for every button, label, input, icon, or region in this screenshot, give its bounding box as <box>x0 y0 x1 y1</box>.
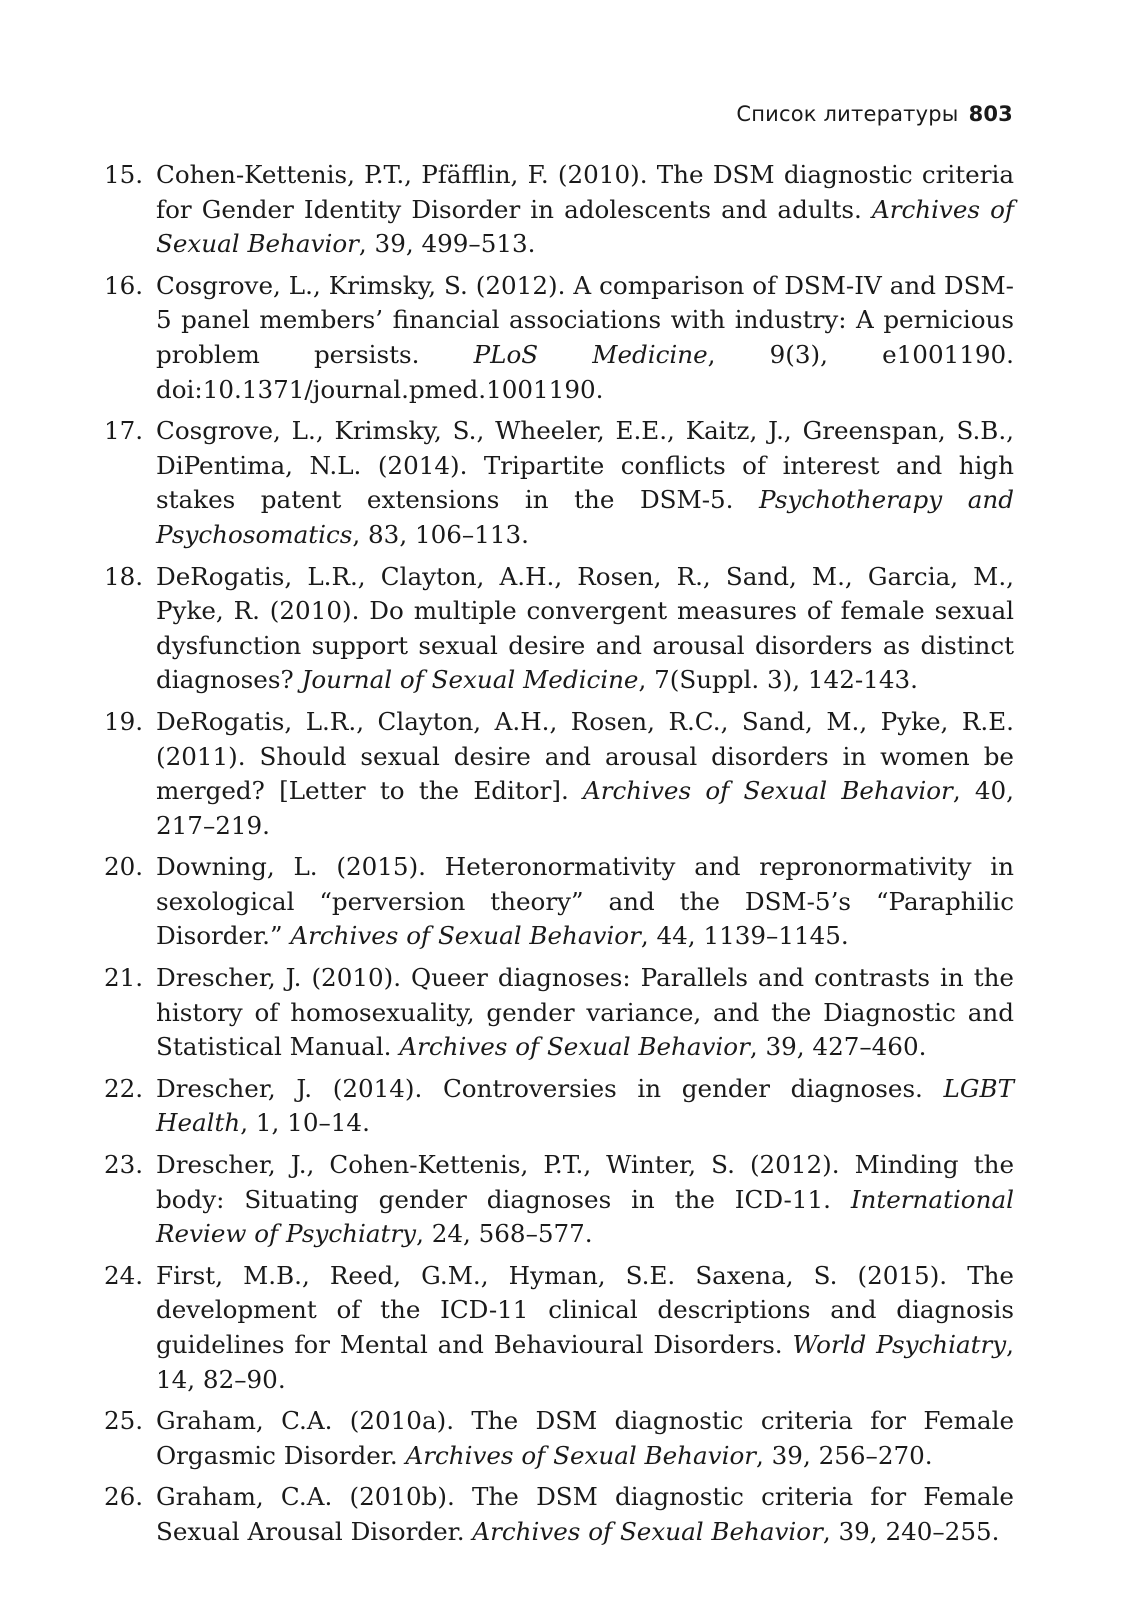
reference-journal: Archives of Sexual Behavior <box>156 194 1014 259</box>
reference-number: 19. <box>104 706 144 736</box>
reference-item <box>104 1148 1014 1252</box>
reference-text: Drescher, J., Cohen-Kettenis, P.T., Winter, S. (2012). Minding the body: Situating gender diagnoses in the ICD-11. <box>156 1150 1014 1214</box>
reference-item <box>104 1480 1014 1549</box>
reference-journal: Archives of Sexual Behavior <box>399 1032 750 1062</box>
reference-details: , 14, 82–90. <box>156 1330 1014 1394</box>
reference-item <box>104 850 1014 954</box>
reference-item <box>104 158 1014 262</box>
reference-journal: International Review of Psychiatry <box>156 1184 1014 1249</box>
reference-list <box>104 158 1014 1557</box>
reference-item <box>104 414 1014 552</box>
reference-journal: Archives of Sexual Behavior <box>290 921 641 951</box>
reference-details: , 39, 256–270. <box>756 1440 933 1470</box>
reference-details: , 40, 217–219. <box>156 776 1014 840</box>
reference-number: 18. <box>104 561 144 591</box>
reference-text: DeRogatis, L.R., Clayton, A.H., Rosen, R., Sand, M., Garcia, M., Pyke, R. (2010). Do multiple convergent measures of female sexual dysfunction support sexual desire and arousal disorders as distinct diagnoses? <box>156 561 1014 695</box>
page-number: 803 <box>968 102 1013 126</box>
reference-text: Downing, L. (2015). Heteronormativity and repronormativity in sexological “perversion theory” and the DSM-5’s “Paraphilic Disorder.” <box>156 852 1014 951</box>
reference-number: 21. <box>104 963 144 993</box>
reference-number: 17. <box>104 416 144 446</box>
reference-journal: Archives of Sexual Behavior <box>405 1440 757 1470</box>
reference-number: 22. <box>104 1073 144 1103</box>
reference-details: , 24, 568–577. <box>416 1219 593 1249</box>
reference-item <box>104 1404 1014 1473</box>
reference-item <box>104 269 1014 407</box>
reference-number: 20. <box>104 852 144 882</box>
reference-details: , 39, 240–255. <box>822 1516 1000 1546</box>
reference-details: , 7(Suppl. 3), 142-143. <box>638 665 918 695</box>
reference-number: 24. <box>104 1260 144 1290</box>
reference-text: First, M.B., Reed, G.M., Hyman, S.E. Saxena, S. (2015). The development of the ICD-11 clinical descriptions and diagnosis guidelines for Mental and Behavioural Disorders. <box>156 1260 1014 1359</box>
reference-details: , 1, 10–14. <box>240 1108 370 1138</box>
reference-journal: World Psychiatry <box>792 1330 1007 1359</box>
reference-number: 16. <box>104 270 144 300</box>
reference-details: , 39, 427–460. <box>749 1032 927 1062</box>
reference-item <box>104 961 1014 1065</box>
reference-item <box>104 1259 1014 1397</box>
reference-item <box>104 705 1014 843</box>
reference-journal: PLoS Medicine <box>473 339 708 369</box>
reference-details: , 9(3), e1001190. doi:10.1371/journal.pmed.1001190. <box>156 339 1014 404</box>
reference-text: DeRogatis, L.R., Clayton, A.H., Rosen, R.C., Sand, M., Pyke, R.E. (2011). Should sexual desire and arousal disorders in women be merged? [Letter to the Editor]. <box>156 706 1014 806</box>
reference-text: Cohen-Kettenis, P.T., Pfäfflin, F. (2010). The DSM diagnostic criteria for Gender Identity Disorder in adolescents and adults. <box>156 160 1014 224</box>
reference-number: 25. <box>104 1406 144 1436</box>
reference-text: Drescher, J. (2014). Controversies in gender diagnoses. <box>156 1073 944 1103</box>
reference-text: Graham, C.A. (2010b). The DSM diagnostic criteria for Female Sexual Arousal Disorder. <box>156 1482 1014 1546</box>
reference-text: Graham, C.A. (2010a). The DSM diagnostic criteria for Female Orgasmic Disorder. <box>156 1406 1014 1470</box>
reference-details: , 83, 106–113. <box>352 519 529 549</box>
reference-details: , 44, 1139–1145. <box>640 921 849 951</box>
reference-text: Cosgrove, L., Krimsky, S., Wheeler, E.E., Kaitz, J., Greenspan, S.B., DiPentima, N.L. (2014). Tripartite conflicts of interest and high stakes patent extensions in the DSM-5. <box>156 416 1014 515</box>
reference-number: 15. <box>104 160 144 189</box>
reference-journal: Psychotherapy and Psychosomatics <box>156 485 1014 549</box>
reference-journal: Archives of Sexual Behavior <box>583 776 953 806</box>
reference-item <box>104 1072 1014 1141</box>
reference-number: 23. <box>104 1150 144 1180</box>
reference-journal: Archives of Sexual Behavior <box>472 1516 823 1546</box>
reference-journal: LGBT Health <box>156 1073 1014 1138</box>
running-head-title: Список литературы <box>736 102 959 126</box>
reference-number: 26. <box>104 1482 144 1512</box>
reference-journal: Journal of Sexual Medicine <box>301 665 639 695</box>
reference-text: Cosgrove, L., Krimsky, S. (2012). A comparison of DSM-IV and DSM-5 panel members’ financial associations with industry: A pernicious problem persists. <box>156 270 1014 369</box>
running-head <box>736 102 1013 126</box>
reference-item <box>104 560 1014 698</box>
reference-text: Drescher, J. (2010). Queer diagnoses: Parallels and contrasts in the history of homosexuality, gender variance, and the Diagnostic and Statistical Manual. <box>156 963 1014 1062</box>
reference-details: , 39, 499–513. <box>358 229 536 259</box>
